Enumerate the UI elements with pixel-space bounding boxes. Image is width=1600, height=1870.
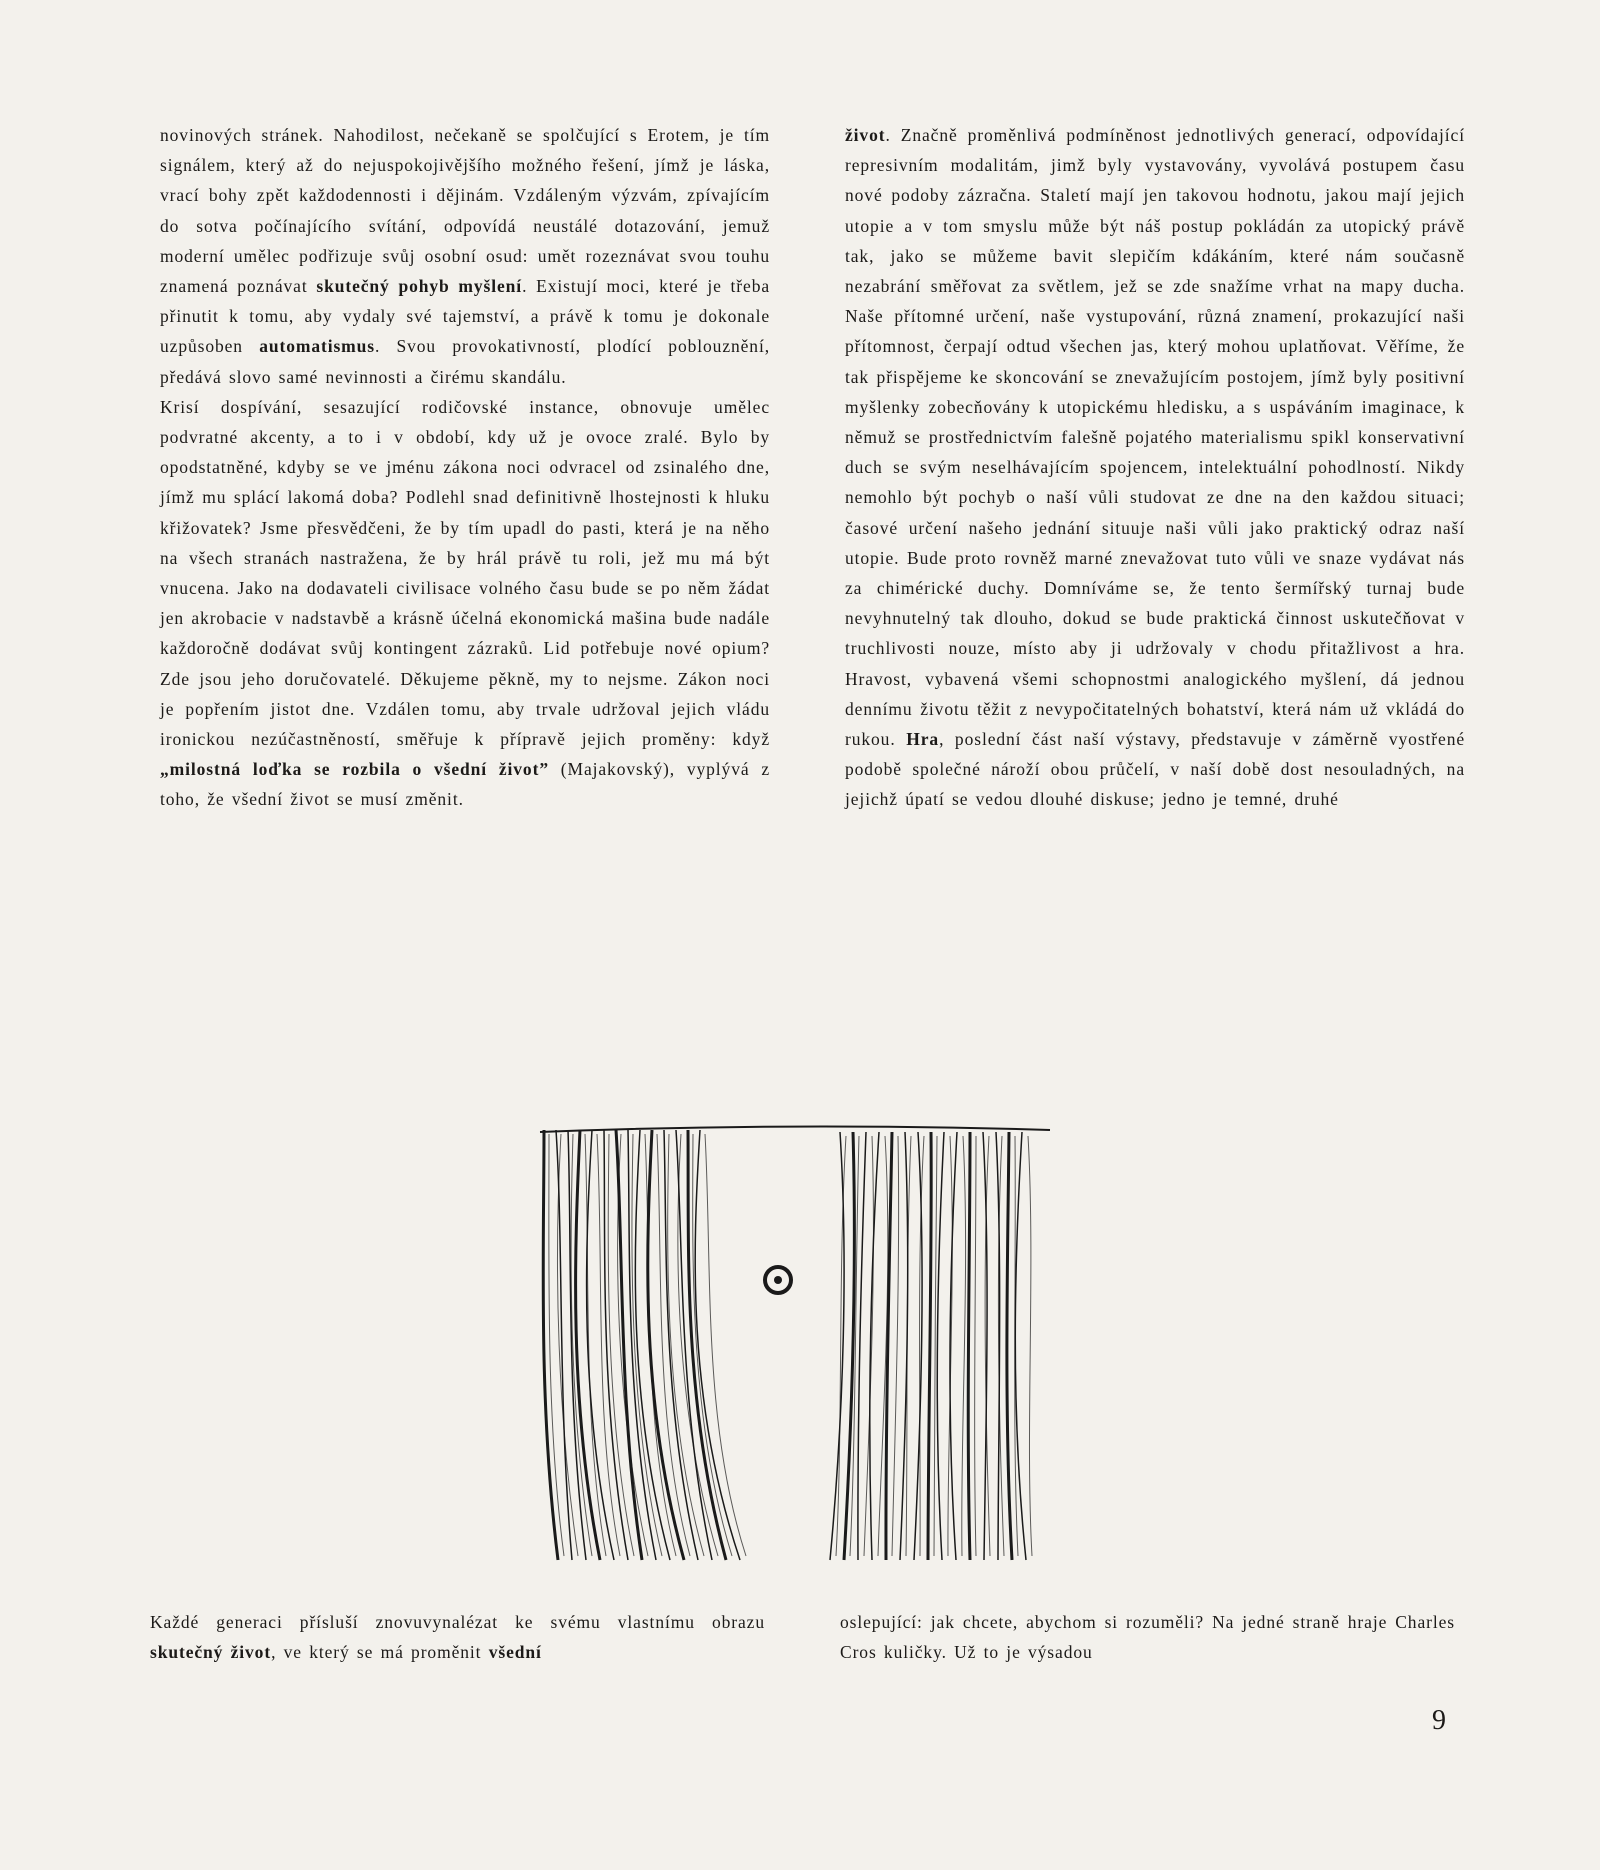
bold-phrase: skutečný pohyb myšlení [316,276,523,297]
bold-phrase: všední [488,1642,542,1663]
text-column-right-top [845,120,1465,815]
text-column-left-top [160,120,770,815]
curtains-with-peephole-drawing-icon [540,1126,1050,1560]
page-number: 9 [1432,1705,1446,1736]
paragraph: Krisí dospívání, sesazující rodičovské instance, obnovuje umělec podvratné akcenty, a to i v období, kdy už je ovoce zralé. Bylo by opodstatněné, kdyby se ve jménu zákona noci odvracel od zsinalého dne, jímž mu splácí lakomá doba? Podlehl snad definitivně lhostejnosti k hluku křižovatek? Jsme přesvědčeni, že by tím upadl do pasti, která je na něho na všech stranách nastražena, že by hrál právě tu roli, jež mu má být vnucena. Jako na dodavateli civilisace volného času bude se po něm žádat jen akrobacie v nadstavbě a krásně účelná ekonomická mašina bude nadále každoročně dodávat svůj kontingent zázraků. Lid potřebuje nové opium? Zde jsou jeho doručovatelé. Děkujeme pěkně, my to nejsme. Zákon noci je popřením jistot dne. Vzdálen tomu, aby trvale udržoval jejich vládu ironickou nezúčastněností, směřuje k přípravě jejich proměny: když „milostná loďka se rozbila o všední život” (Majakovský), vyplývá z toho, že všední život se musí změnit. [160,396,770,810]
bold-phrase: život [845,125,886,145]
curtains-illustration [530,1100,1060,1580]
text-column-left-bottom [150,1607,765,1667]
bold-phrase: Hra [906,729,940,750]
paragraph: život. Značně proměnlivá podmíněnost jednotlivých generací, odpovídající represivním modalitám, jimž byly vystavovány, vyvolává postupem času nové podoby zázračna. Staletí mají jen takovou hodnotu, jakou mají jejich utopie a v tom smyslu může být náš postup pokládán za utopický právě tak, jako se můžeme bavit slepičím kdákáním, které nám současně nezabrání směřovat za světlem, jež se zde snažíme vrhat na mapy ducha. Naše přítomné určení, naše vystupování, různá znamení, prokazující naši přítomnost, čerpají odtud všechen jas, který mohou uplatňovat. Věříme, že tak přispějeme ke skoncování se znevažujícím postojem, jímž byly positivní myšlenky zobecňovány k utopickému hledisku, a s uspáváním imaginace, k němuž se prostřednictvím falešně pojatého materialismu spikl konservativní duch se svým neselhávajícím spojencem, intelektuální pohodlností. Nikdy nemohlo být pochyb o naší vůli studovat ze dne na den každou situaci; časové určení našeho jednání situuje naši vůli jako praktický odraz naší utopie. Bude proto rovněž marné znevažovat tuto vůli ve snaze vydávat nás za chimérické duchy. Domníváme se, že tento šermířský turnaj bude nevyhnutelný tak dlouho, dokud se bude praktická činnost uskutečňovat v truchlivosti nouze, místo aby ji udržovaly v chodu přitažlivost a hra. Hravost, vybavená všemi schopnostmi analogického myšlení, dá jednou dennímu životu těžit z nevypočitatelných bohatství, která nám už vkládá do rukou. Hra, poslední část naší výstavy, představuje v záměrně vyostřené podobě společné nároží obou průčelí, v naší době dost nesouladných, na jejichž úpatí se vedou dlouhé diskuse; jedno je temné, druhé [845,125,1466,810]
text-column-right-bottom [840,1607,1455,1667]
bold-phrase: automatismus [259,336,375,357]
paragraph: oslepující: jak chcete, abychom si rozuměli? Na jedné straně hraje Charles Cros kuličky. Už to je výsadou [840,1612,1455,1663]
bold-phrase: skutečný život [150,1642,272,1663]
paragraph: Každé generaci přísluší znovuvynalézat ke svému vlastnímu obrazu skutečný život, ve který se má proměnit všední [150,1612,765,1663]
paragraph: novinových stránek. Nahodilost, nečekaně se spolčující s Erotem, je tím signálem, který až do nejuspokojivějšího možného řešení, jímž je láska, vrací bohy zpět každodennosti i dějinám. Vzdáleným výzvám, zpívajícím do sotva počínajícího svítání, odpovídá neustálé dotazování, jemuž moderní umělec podřizuje svůj osobní osud: umět rozeznávat svou touhu znamená poznávat skutečný pohyb myšlení. Existují moci, které je třeba přinutit k tomu, aby vydaly své tajemství, a právě k tomu je dokonale uzpůsoben automatismus. Svou provokativností, plodící poblouznění, předává slovo samé nevinnosti a čirému skandálu. [160,125,771,387]
bold-phrase: „milostná loďka se rozbila o všední život” [160,759,549,780]
